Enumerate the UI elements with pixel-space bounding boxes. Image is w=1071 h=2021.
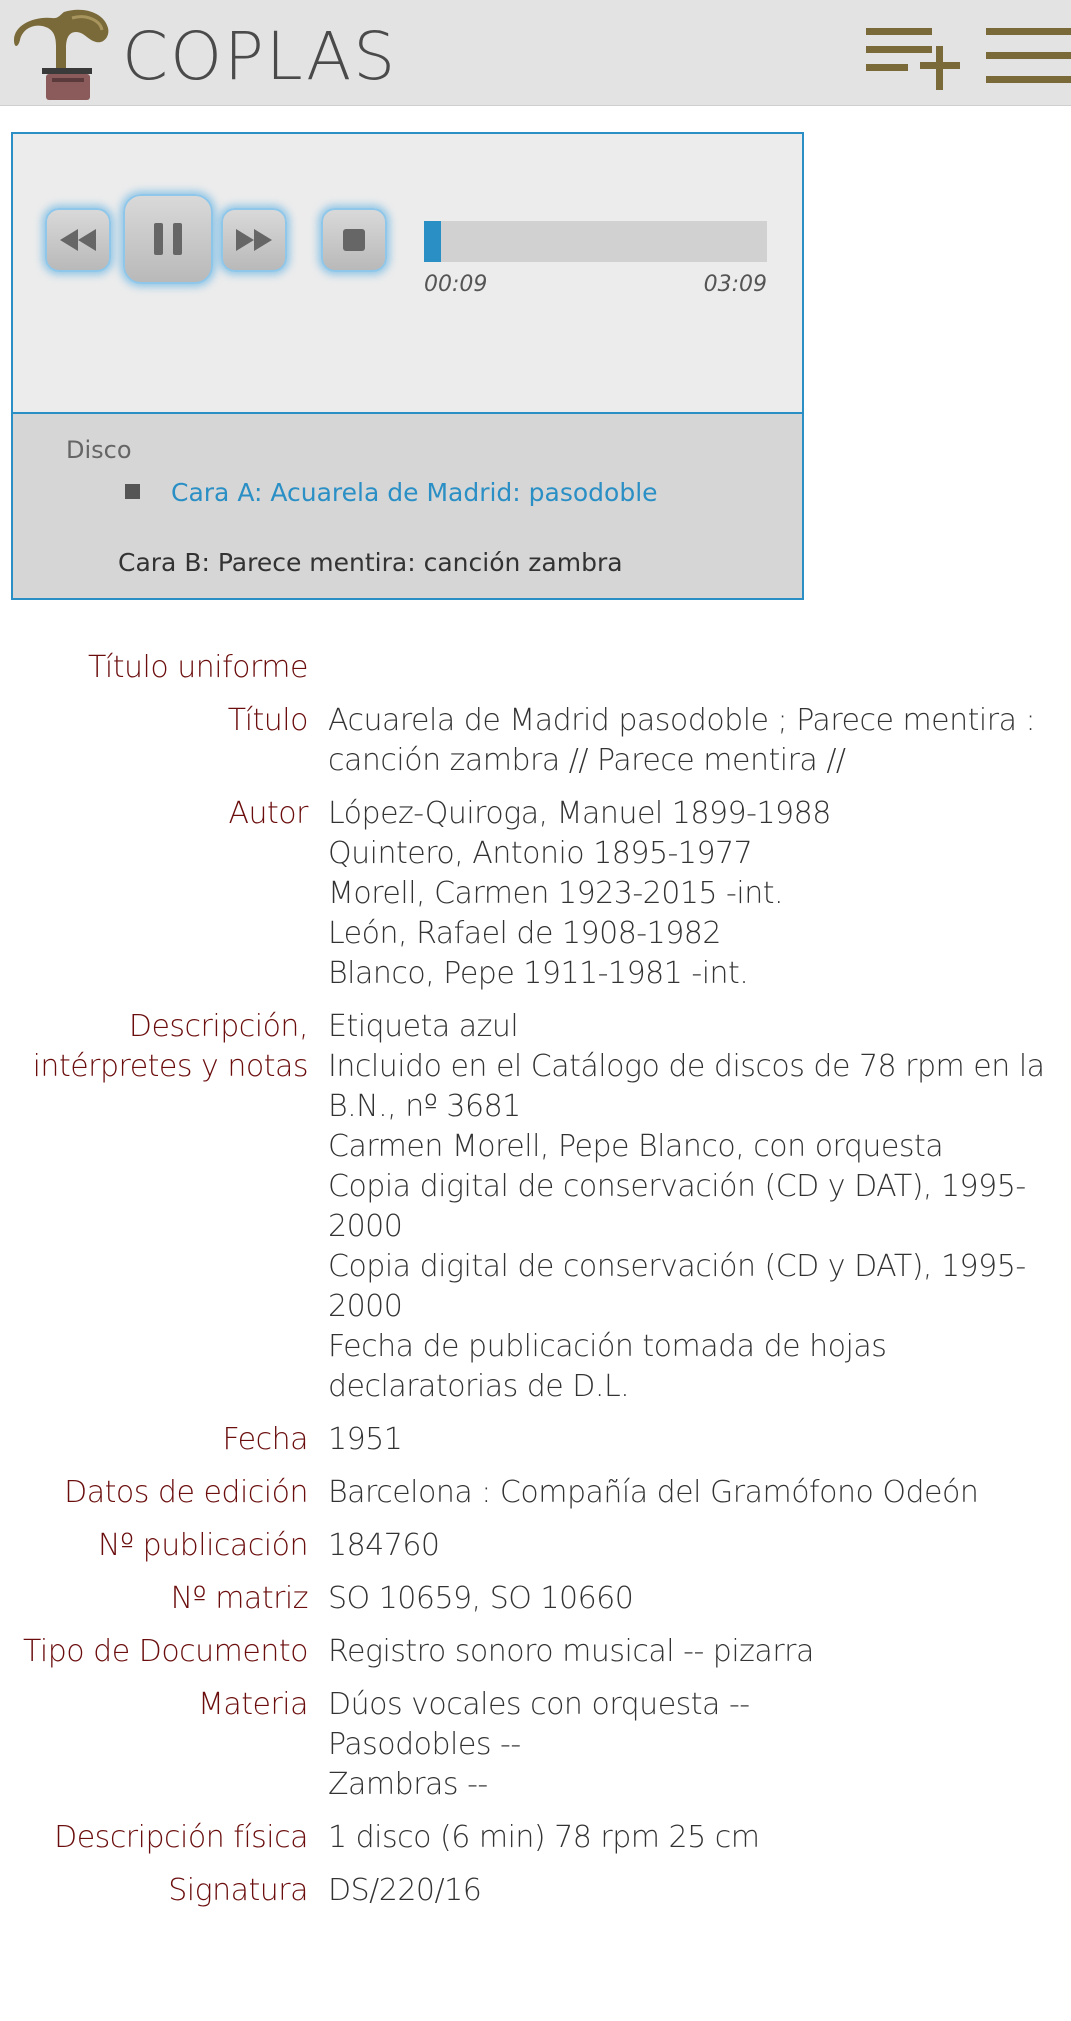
audio-player — [11, 132, 804, 600]
metadata-label: Título uniforme — [87, 650, 308, 685]
pause-button[interactable] — [123, 194, 213, 284]
track-side-b[interactable]: Cara B: Parece mentira: canción zambra — [118, 548, 623, 577]
total-time: 03:09 — [703, 272, 767, 297]
metadata-row — [0, 1579, 1071, 1619]
metadata-row — [0, 701, 1071, 781]
metadata-label: Descripción física — [54, 1820, 308, 1855]
metadata-value: Pasodobles -- — [328, 1727, 521, 1762]
metadata-value: Dúos vocales con orquesta -- — [328, 1687, 750, 1722]
metadata-values — [328, 1871, 1071, 1911]
metadata-label: Tipo de Documento — [23, 1634, 308, 1669]
metadata-label: Título — [227, 703, 308, 738]
record-details — [0, 648, 1071, 1924]
metadata-values — [328, 1685, 1071, 1805]
metadata-values — [328, 1473, 1071, 1513]
metadata-values — [328, 648, 1071, 688]
metadata-value: Zambras -- — [328, 1767, 488, 1802]
metadata-label: Signatura — [168, 1873, 308, 1908]
metadata-value: Etiqueta azul — [328, 1009, 519, 1044]
metadata-row — [0, 1420, 1071, 1460]
metadata-row — [0, 1526, 1071, 1566]
metadata-values — [328, 1007, 1071, 1407]
metadata-row — [0, 1007, 1071, 1407]
metadata-label: Nº publicación — [98, 1528, 308, 1563]
current-time: 00:09 — [424, 272, 488, 297]
metadata-value: Barcelona : Compañía del Gramófono Odeón — [328, 1475, 979, 1510]
metadata-values — [328, 1579, 1071, 1619]
metadata-value: Quintero, Antonio 1895-1977 — [328, 836, 753, 871]
metadata-value: Blanco, Pepe 1911-1981 -int. — [328, 956, 749, 991]
app-header — [0, 0, 1071, 106]
disc-label: Disco — [66, 436, 132, 464]
metadata-value: 1 disco (6 min) 78 rpm 25 cm — [328, 1820, 760, 1855]
metadata-value: Fecha de publicación tomada de hojas declaratorias de D.L. — [328, 1329, 887, 1404]
metadata-value: 184760 — [328, 1528, 440, 1563]
pause-icon — [152, 221, 184, 257]
fast-forward-button[interactable] — [221, 208, 287, 272]
metadata-label: Fecha — [222, 1422, 308, 1457]
player-controls — [13, 134, 802, 412]
metadata-value: 1951 — [328, 1422, 403, 1457]
bullet-icon — [125, 484, 140, 499]
metadata-row — [0, 1632, 1071, 1672]
metadata-values — [328, 1526, 1071, 1566]
metadata-row — [0, 1818, 1071, 1858]
metadata-label: Descripción, intérpretes y notas — [32, 1009, 308, 1084]
metadata-values — [328, 701, 1071, 781]
metadata-row — [0, 794, 1071, 994]
metadata-value: SO 10659, SO 10660 — [328, 1581, 634, 1616]
app-title: COPLAS — [122, 18, 398, 95]
metadata-values — [328, 1818, 1071, 1858]
metadata-value: Acuarela de Madrid pasodoble ; Parece mentira : canción zambra // Parece mentira // — [328, 703, 1036, 778]
menu-icon[interactable] — [986, 24, 1071, 94]
metadata-label: Datos de edición — [64, 1475, 308, 1510]
metadata-row — [0, 1871, 1071, 1911]
metadata-row — [0, 1473, 1071, 1513]
progress-fill — [424, 221, 441, 262]
metadata-value: Registro sonoro musical -- pizarra — [328, 1634, 814, 1669]
metadata-values — [328, 1632, 1071, 1672]
stop-icon — [341, 227, 367, 253]
metadata-label: Materia — [197, 1687, 308, 1722]
gramophone-icon[interactable] — [12, 6, 112, 104]
playlist-add-icon[interactable] — [866, 24, 964, 94]
track-side-a[interactable]: Cara A: Acuarela de Madrid: pasodoble — [171, 478, 658, 507]
metadata-row — [0, 648, 1071, 688]
metadata-label: Nº matriz — [170, 1581, 308, 1616]
metadata-value: Copia digital de conservación (CD y DAT), 1995-2000 — [328, 1169, 1026, 1244]
metadata-value: Copia digital de conservación (CD y DAT), 1995-2000 — [328, 1249, 1026, 1324]
metadata-value: León, Rafael de 1908-1982 — [328, 916, 721, 951]
metadata-value: Incluido en el Catálogo de discos de 78 rpm en la B.N., nº 3681 — [328, 1049, 1045, 1124]
progress-bar[interactable] — [424, 221, 767, 262]
metadata-value: DS/220/16 — [328, 1873, 482, 1908]
rewind-button[interactable] — [45, 208, 111, 272]
stop-button[interactable] — [321, 208, 387, 272]
rewind-icon — [58, 227, 98, 253]
metadata-value: Carmen Morell, Pepe Blanco, con orquesta — [328, 1129, 944, 1164]
metadata-value: López-Quiroga, Manuel 1899-1988 — [328, 796, 831, 831]
fast-forward-icon — [234, 227, 274, 253]
metadata-value: Morell, Carmen 1923-2015 -int. — [328, 876, 784, 911]
metadata-row — [0, 1685, 1071, 1805]
metadata-values — [328, 794, 1071, 994]
disc-panel — [13, 412, 802, 598]
metadata-label: Autor — [228, 796, 308, 831]
metadata-values — [328, 1420, 1071, 1460]
